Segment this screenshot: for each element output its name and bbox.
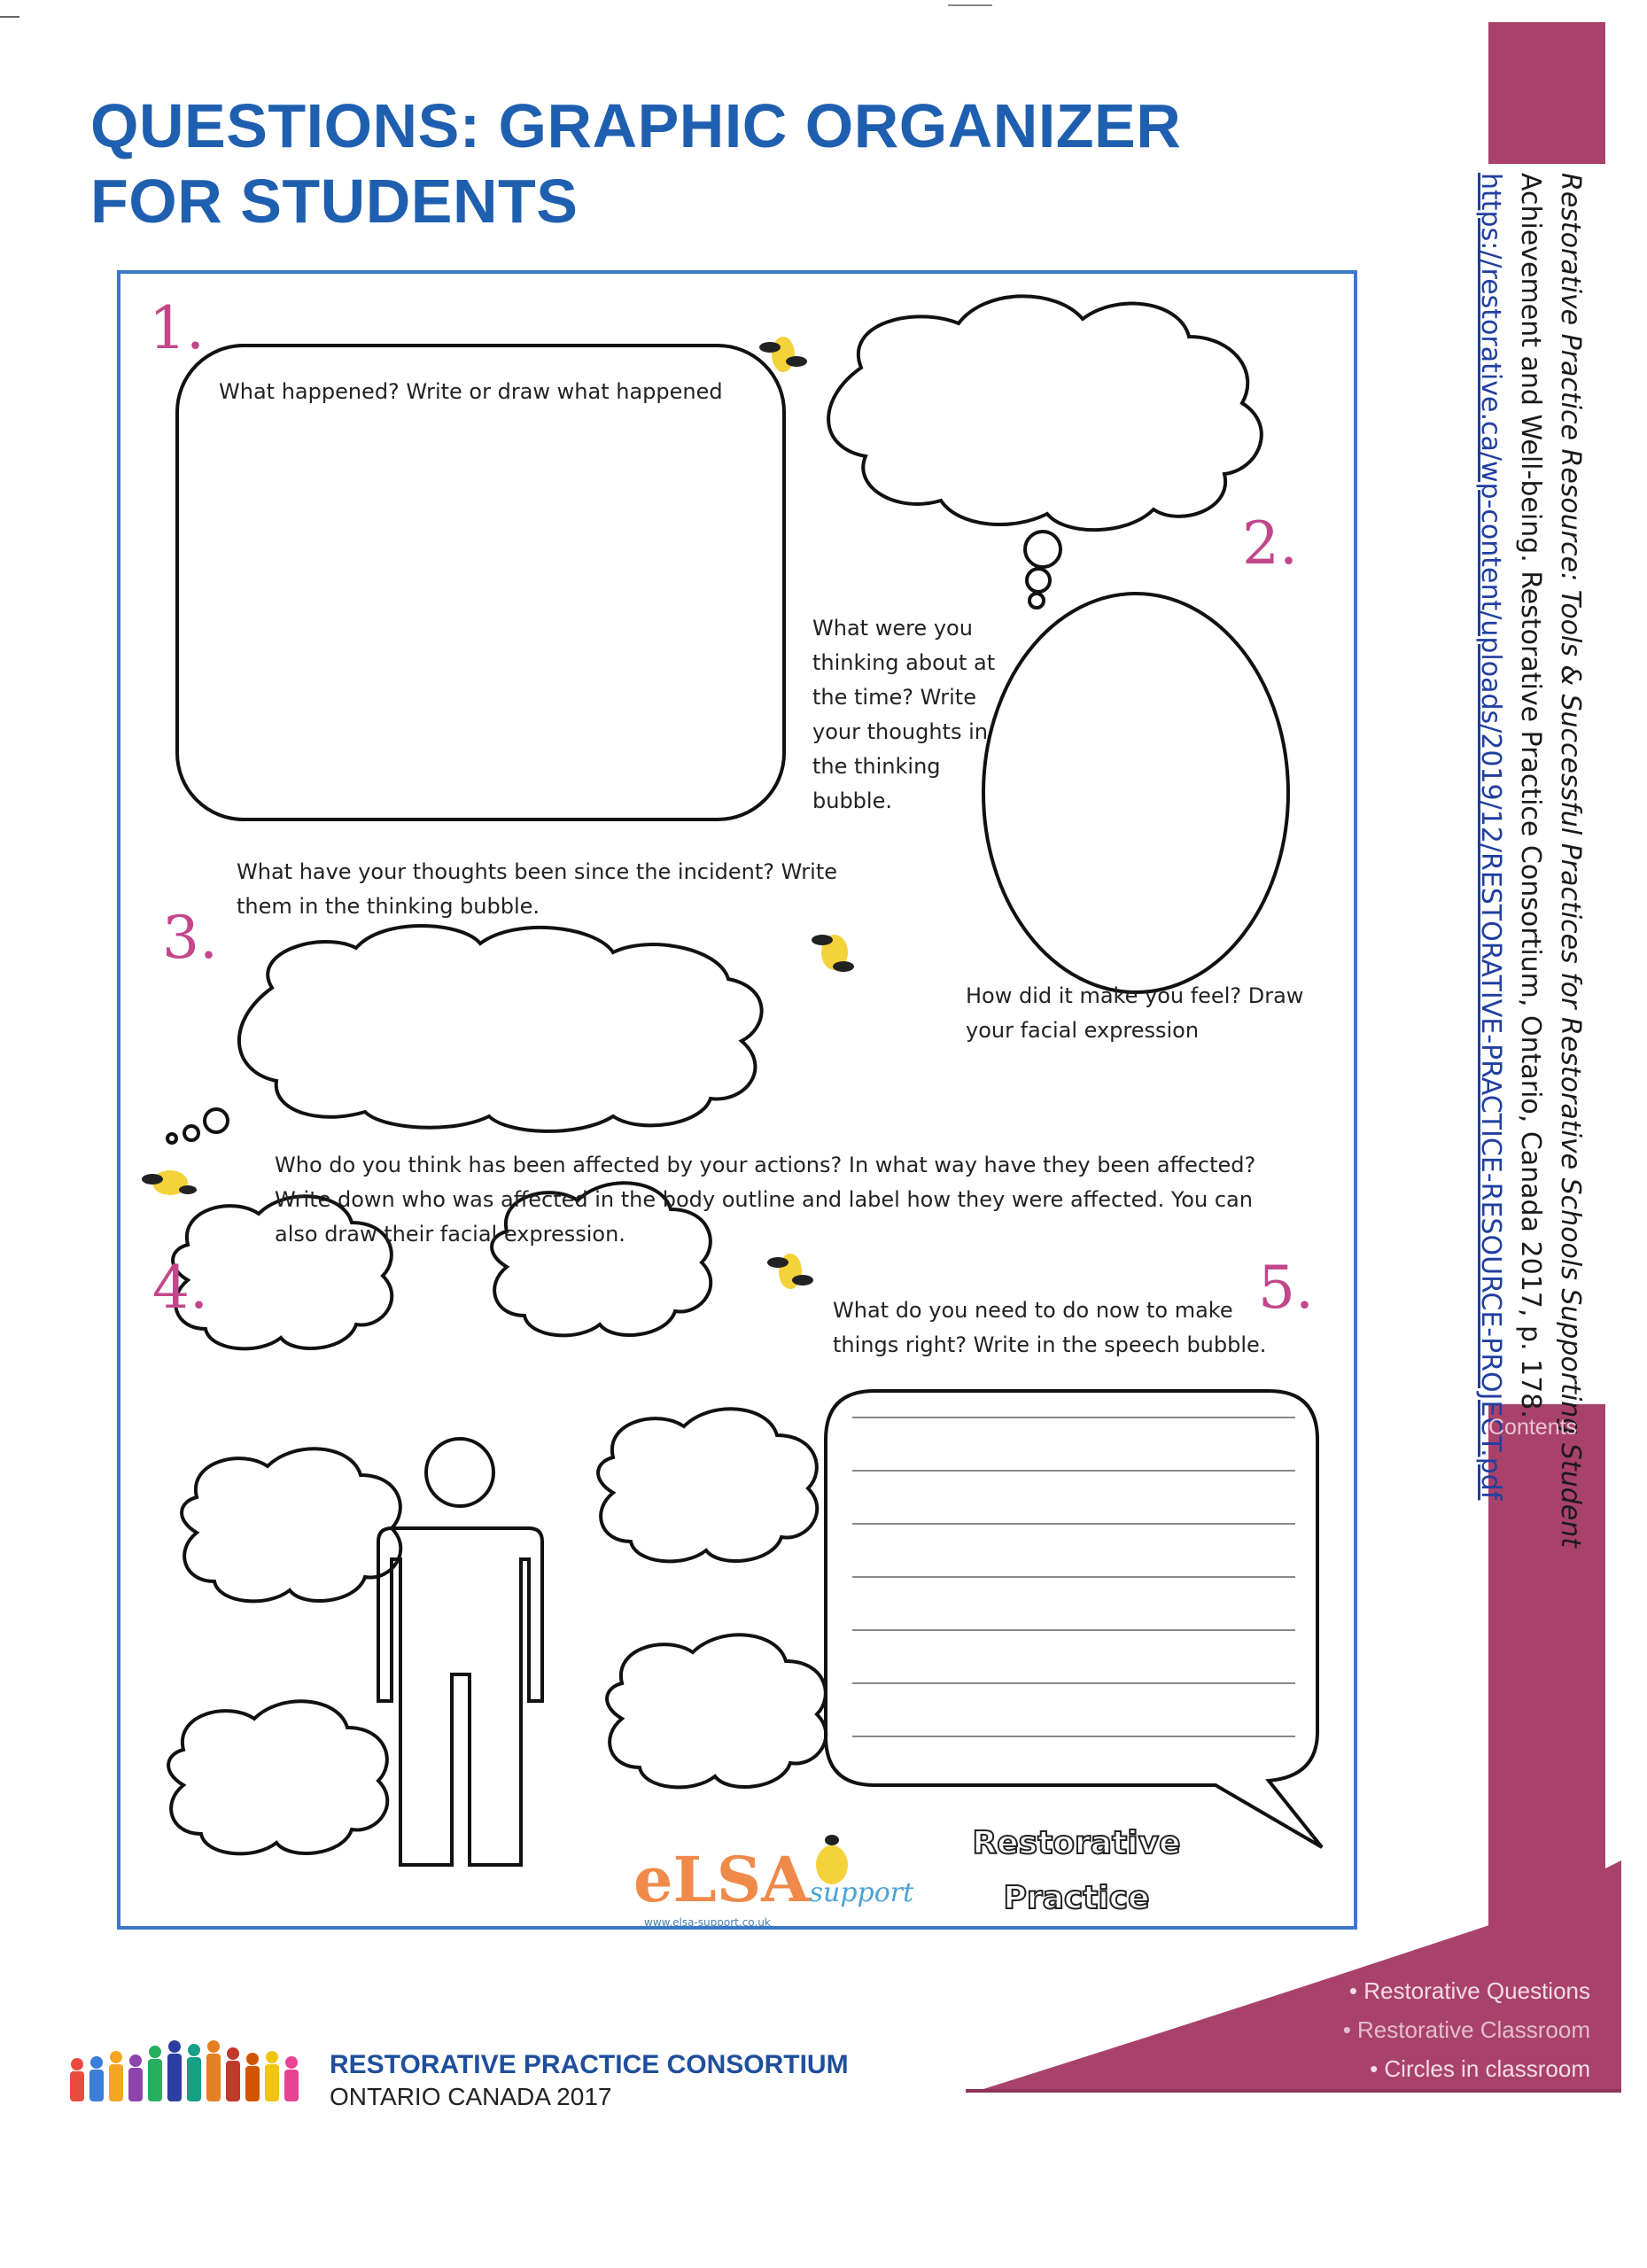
title-line-2: FOR STUDENTS — [90, 167, 579, 236]
scan-mark-top — [948, 4, 992, 6]
question-feel-line: your facial expression — [966, 1018, 1200, 1043]
elsa-logo — [633, 1843, 913, 1929]
question-5-line: things right? Write in the speech bubble. — [833, 1332, 1267, 1357]
restorative-practice-badge — [957, 1816, 1196, 1926]
elsa-logo-suffix: support — [809, 1877, 914, 1908]
question-5-line: What do you need to do now to make — [833, 1298, 1233, 1323]
question-4-line: Write down who was affected in the body outline and label how they were affected. You can — [275, 1187, 1253, 1212]
citation-line-2-text: Achievement and Well-being. Restorative Practice Consortium, Ontario, Canada 2017, p. 178. — [1515, 173, 1546, 1418]
page-title — [90, 89, 1181, 239]
question-4 — [275, 1148, 1255, 1252]
question-feel — [966, 979, 1303, 1048]
question-3-line: What have your thoughts been since the incident? Write — [237, 859, 837, 884]
menu-item-restorative-classroom[interactable]: • Restorative Classroom — [1342, 2016, 1590, 2043]
step-number-5: 5. — [1258, 1254, 1314, 1322]
sidebar-menu — [1258, 1971, 1590, 2088]
cloud-4f — [168, 1701, 387, 1853]
step-number-4: 4. — [152, 1254, 208, 1322]
speech-bubble — [826, 1391, 1322, 1847]
scan-mark-left — [0, 16, 19, 18]
question-2-line: the thinking — [812, 754, 941, 779]
step-number-3: 3. — [162, 904, 218, 972]
elsa-logo-text: eLSA — [633, 1843, 810, 1916]
question-5 — [833, 1293, 1266, 1363]
menu-item-restorative-questions[interactable]: • Restorative Questions — [1348, 1977, 1590, 2004]
rp-badge-line-2: Practice — [1003, 1880, 1150, 1916]
bee-icons — [142, 337, 854, 1884]
menu-item-circles-in-classroom[interactable]: • Circles in classroom — [1370, 2055, 1590, 2082]
cloud-4e — [607, 1635, 826, 1787]
question-2-line: What were you — [812, 616, 973, 641]
question-feel-line: How did it make you feel? Draw — [966, 983, 1304, 1008]
citation-link[interactable]: https://restorative.ca/wp-content/uploads/2019/12/RESTORATIVE-PRACTICE-RESOURCE-PROJECT.pdf — [1475, 173, 1506, 1501]
worksheet-drawing — [117, 270, 1357, 1930]
question-2-line: bubble. — [812, 788, 892, 813]
question-2-line: thinking about at — [812, 650, 996, 675]
footer-wedge-edge — [966, 2089, 1621, 2093]
question-2-line: your thoughts in — [812, 719, 988, 744]
question-1: What happened? Write or draw what happened — [219, 379, 723, 404]
question-3-line: them in the thinking bubble. — [237, 894, 540, 919]
step-number-1: 1. — [149, 294, 205, 362]
citation-line-2 — [1515, 173, 1546, 1418]
thought-cloud-top — [828, 296, 1262, 530]
question-4-line: also draw their facial expression. — [275, 1222, 625, 1247]
contents-link[interactable]: Contents — [1488, 1415, 1578, 1440]
thought-cloud-3 — [239, 926, 762, 1131]
rp-badge-line-1: Restorative — [972, 1825, 1181, 1861]
question-2-line: the time? Write — [812, 685, 976, 710]
cloud-4c — [182, 1449, 400, 1601]
step-number-2: 2. — [1242, 509, 1298, 578]
title-line-1: QUESTIONS: GRAPHIC ORGANIZER — [90, 91, 1182, 160]
draw-box-1 — [177, 346, 784, 819]
citation-line-1: Restorative Practice Resource: Tools & Successful Practices for Restorative Schools Supporting Student — [1555, 173, 1586, 1548]
question-3 — [237, 855, 837, 924]
footer-org-location: ONTARIO CANADA 2017 — [330, 2083, 612, 2110]
body-outline — [378, 1528, 542, 1865]
elsa-url: www.elsa-support.co.uk — [644, 1916, 771, 1929]
speech-lines — [852, 1418, 1295, 1736]
question-2 — [812, 611, 995, 819]
footer-org-name: RESTORATIVE PRACTICE CONSORTIUM — [330, 2050, 849, 2079]
consortium-logo-icon — [66, 2038, 310, 2104]
cloud-4d — [598, 1409, 817, 1561]
question-4-line: Who do you think has been affected by your actions? In what way have they been affected? — [275, 1153, 1256, 1177]
